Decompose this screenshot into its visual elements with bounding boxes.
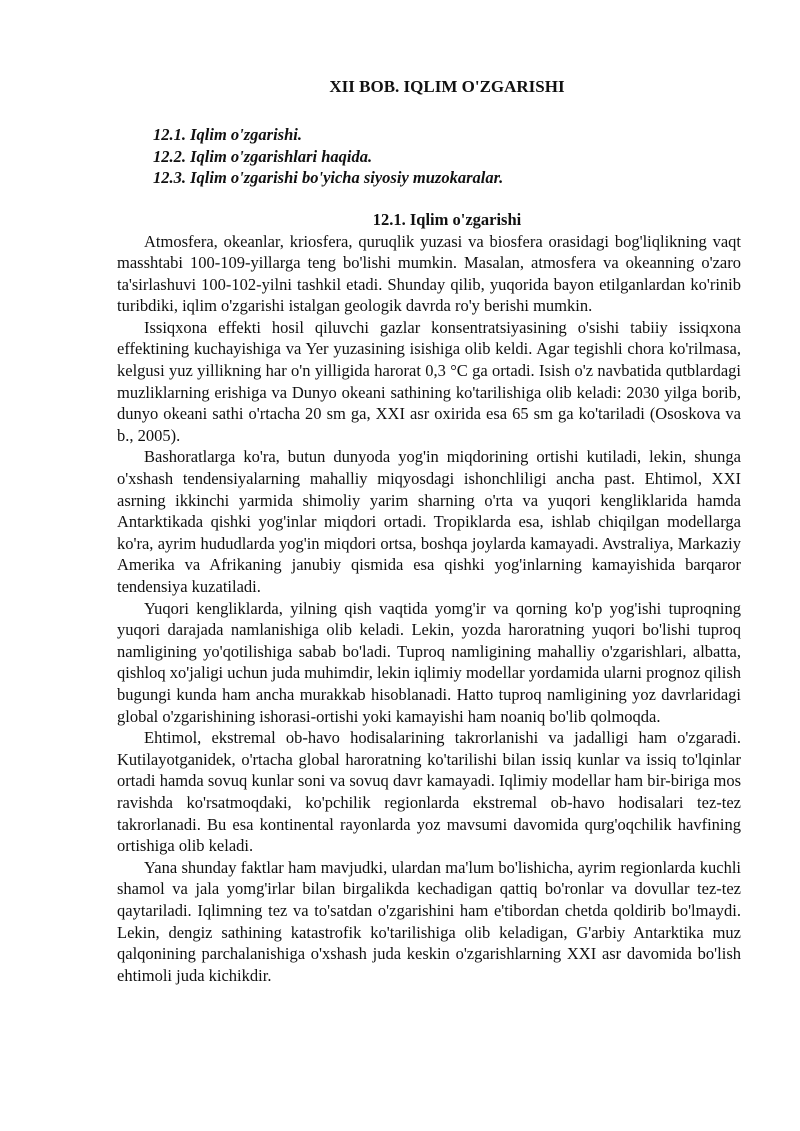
paragraph: Yana shunday faktlar ham mavjudki, ulardan ma'lum bo'lishicha, ayrim regionlarda kuchli shamol va jala yomg'irlar bilan birgalikda kechadigan qattiq bo'ronlar va dovullar tez-tez qaytariladi. Iqlimning tez va to'satdan o'zgarishini ham e'tibordan chetda qoldirib bo'lmaydi. Lekin, dengiz sathining katastrofik ko'tarilishiga olib keladigan, G'arbiy Antarktika muz qalqonining parchalanishiga o'xshash juda keskin o'zgarishlarning XXI asr davomida bo'lish ehtimoli juda kichikdir. xyxy=(117,857,741,985)
table-of-contents xyxy=(117,124,741,189)
paragraph: Bashoratlarga ko'ra, butun dunyoda yog'in miqdorining ortishi kutiladi, lekin, shunga o'xshash tendensiyalarning mahalliy miqyosdagi ishonchliligi ancha past. Ehtimol, XXI asrning ikkinchi yarmida shimoliy yarim sharning o'rta va yuqori kengliklarida hamda Antarktikada qishki yog'inlar miqdori ortadi. Tropiklarda esa, ishlab chiqilgan modellarga ko'ra, ayrim hududlarda yog'in miqdori ortsa, boshqa joylarda kamayadi. Avstraliya, Markaziy Amerika va Afrikaning janubiy qismida esa qishki yog'inlarning kamayishida barqaror tendensiya kuzatiladi. xyxy=(117,447,741,596)
document-page xyxy=(117,76,741,986)
paragraph: Atmosfera, okeanlar, kriosfera, quruqlik yuzasi va biosfera orasidagi bog'liqlikning vaqt masshtabi 100-109-yillarga teng bo'lishi mumkin. Masalan, atmosfera va okeanning o'zaro ta'sirlashuvi 100-102-yilni tashkil etadi. Shunday qilib, yuqorida bayon etilganlardan ko'rinib turibdiki, iqlim o'zgarishi istalgan geologik davrda ro'y berishi mumkin. xyxy=(117,231,741,316)
chapter-title: XII BOB. IQLIM O'ZGARISHI xyxy=(329,77,565,96)
toc-item: 12.3. Iqlim o'zgarishi bo'yicha siyosiy muzokaralar. xyxy=(153,168,504,187)
section-title: 12.1. Iqlim o'zgarishi xyxy=(372,209,522,229)
paragraph: Yuqori kengliklarda, yilning qish vaqtida yomg'ir va qorning ko'p yog'ishi tuproqning yuqori darajada namlanishiga olib keladi. Lekin, yozda haroratning yuqori bo'lishi tuproq namligining yo'qotilishiga sabab bo'ladi. Tuproq namligining mahalliy o'zgarishlari, albatta, qishloq xo'jaligi uchun juda muhimdir, lekin iqlimiy modellar yordamida ularni prognoz qilish bugungi kunda ham ancha murakkab hisoblanadi. Hatto tuproq namligining yoz davrlaridagi global o'zgarishining ishorasi-ortishi yoki kamayishi ham noaniq bo'lib qolmoqda. xyxy=(117,598,741,726)
paragraph: Issiqxona effekti hosil qiluvchi gazlar konsentratsiyasining o'sishi tabiiy issiqxona effektining kuchayishiga va Yer yuzasining isishiga olib keldi. Agar tegishli chora ko'rilmasa, kelgusi yuz yillikning har o'n yilligida harorat 0,3 °C ga ortadi. Isish o'z navbatida qutblardagi muzliklarning erishiga va Dunyo okeani sathining ko'tarilishiga olib keladi: 2030 yilga borib, dunyo okeani sathi o'rtacha 20 sm ga, XXI asr oxirida esa 65 sm ga ko'tariladi (Ososkova va b., 2005). xyxy=(117,317,741,445)
toc-item: 12.2. Iqlim o'zgarishlari haqida. xyxy=(153,146,373,166)
toc-item: 12.1. Iqlim o'zgarishi. xyxy=(153,125,302,144)
paragraph: Ehtimol, ekstremal ob-havo hodisalarining takrorlanishi va jadalligi ham o'zgaradi. Kutilayotganidek, o'rtacha global haroratning ko'tarilishi bilan issiq kunlar va issiq to'lqinlar ortadi hamda sovuq kunlar soni va sovuq davr kamayadi. Iqlimiy modellar ham bir-biriga mos ravishda ko'rsatmoqdaki, ko'pchilik regionlarda ekstremal ob-havo hodisalari tez-tez takrorlanadi. Bu esa kontinental rayonlarda yoz mavsumi davomida qurg'oqchilik havfining ortishiga olib keladi. xyxy=(117,728,741,856)
